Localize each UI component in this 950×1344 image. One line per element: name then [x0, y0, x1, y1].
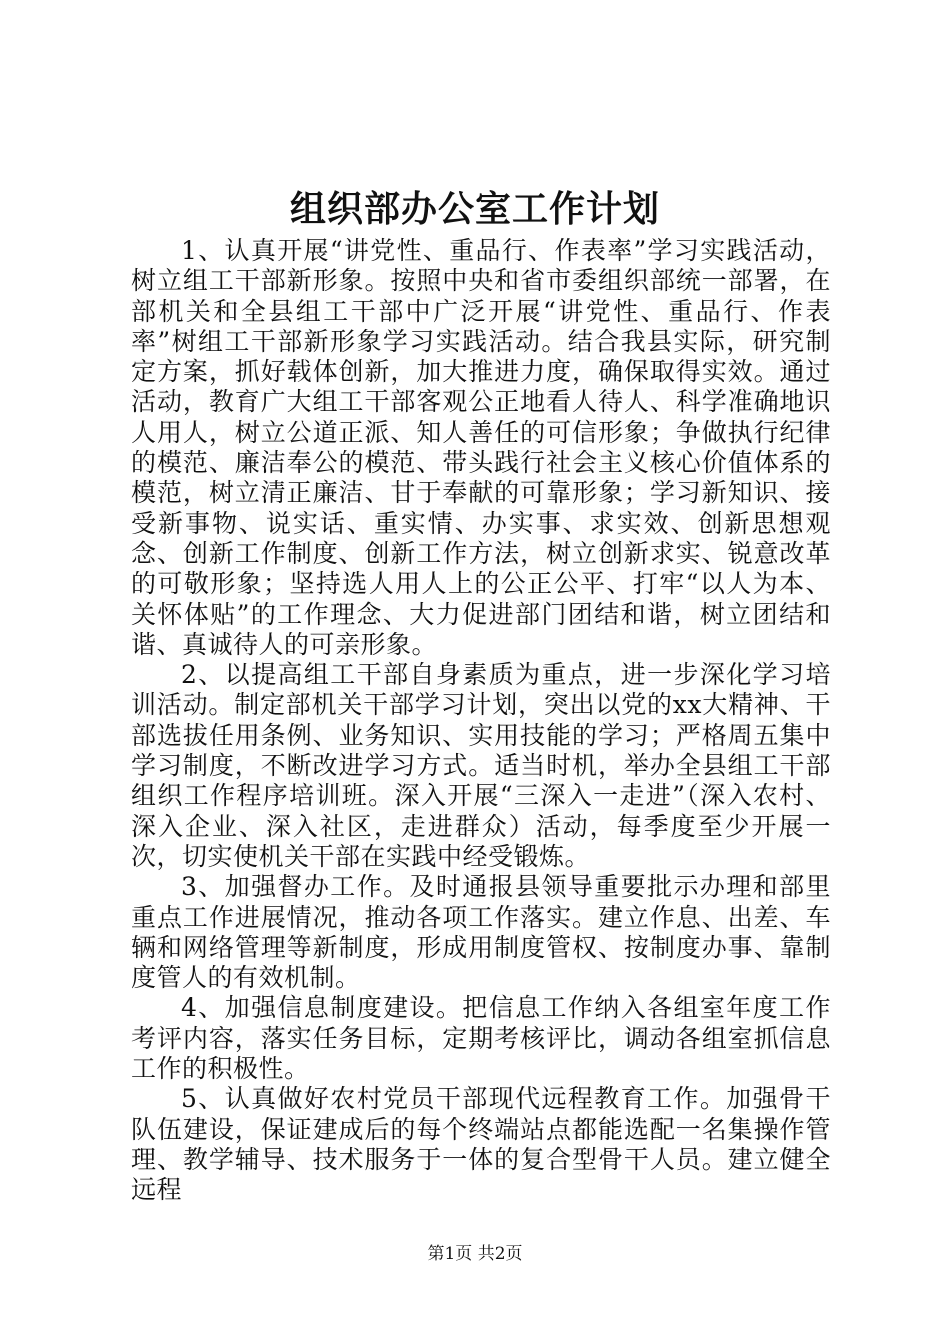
- paragraph-3: 3、加强督办工作。及时通报县领导重要批示办理和部里重点工作进展情况，推动各项工作落实。建立作息、出差、车辆和网络管理等新制度，形成用制度管权、按制度办事、靠制度管人的有效机制。: [131, 872, 831, 993]
- document-body: [131, 236, 831, 1206]
- document-title: 组织部办公室工作计划: [289, 188, 660, 230]
- paragraph-4: 4、加强信息制度建设。把信息工作纳入各组室年度工作考评内容，落实任务目标，定期考核评比，调动各组室抓信息工作的积极性。: [131, 993, 831, 1084]
- paragraph-1: 1、认真开展“讲党性、重品行、作表率”学习实践活动，树立组工干部新形象。按照中央和省市委组织部统一部署，在部机关和全县组工干部中广泛开展“讲党性、重品行、作表率”树组工干部新形象学习实践活动。结合我县实际，研究制定方案，抓好载体创新，加大推进力度，确保取得实效。通过活动，教育广大组工干部客观公正地看人待人、科学准确地识人用人，树立公道正派、知人善任的可信形象；争做执行纪律的模范、廉洁奉公的模范、带头践行社会主义核心价值体系的模范，树立清正廉洁、甘于奉献的可靠形象；学习新知识、接受新事物、说实话、重实情、办实事、求实效、创新思想观念、创新工作制度、创新工作方法，树立创新求实、锐意改革的可敬形象；坚持选人用人上的公正公平、打牢“以人为本、关怀体贴”的工作理念、大力促进部门团结和谐，树立团结和谐、真诚待人的可亲形象。: [131, 236, 831, 659]
- paragraph-5: 5、认真做好农村党员干部现代远程教育工作。加强骨干队伍建设，保证建成后的每个终端站点都能选配一名集操作管理、教学辅导、技术服务于一体的复合型骨干人员。建立健全远程: [131, 1084, 831, 1205]
- paragraph-2: 2、以提高组工干部自身素质为重点，进一步深化学习培训活动。制定部机关干部学习计划，突出以党的xx大精神、干部选拔任用条例、业务知识、实用技能的学习；严格周五集中学习制度，不断改进学习方式。适当时机，举办全县组工干部组织工作程序培训班。深入开展“三深入一走进”（深入农村、深入企业、深入社区，走进群众）活动，每季度至少开展一次，切实使机关干部在实践中经受锻炼。: [131, 660, 831, 871]
- page-footer: 第1页 共2页: [427, 1244, 523, 1264]
